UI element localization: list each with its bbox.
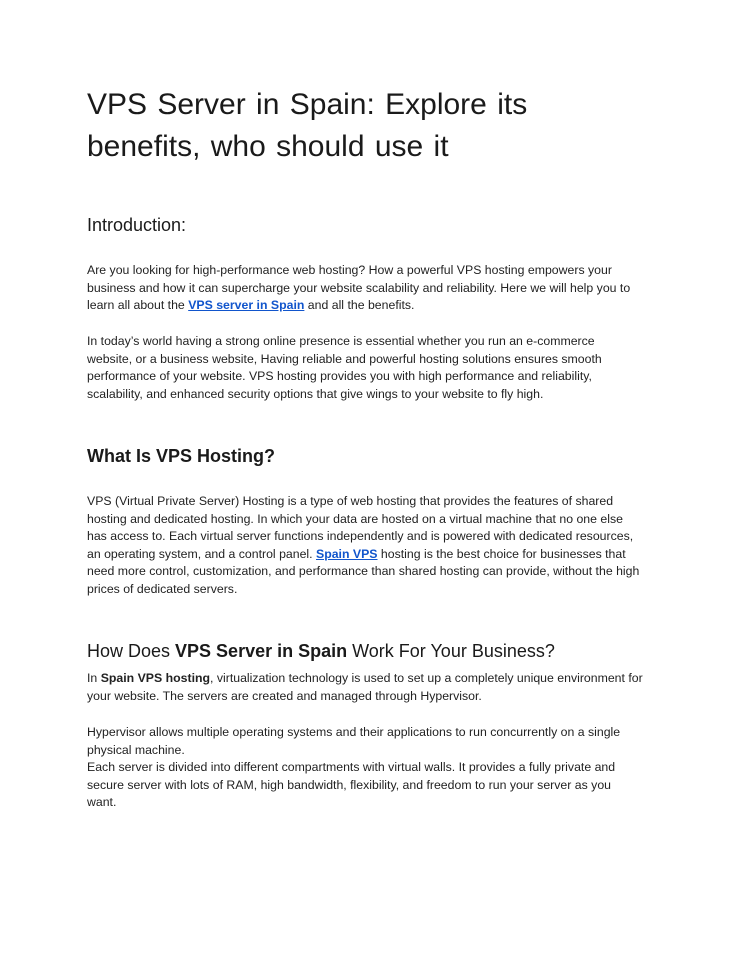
page-title: VPS Server in Spain: Explore its benefits, who should use it [87, 88, 528, 163]
how-does-heading-post: Work For Your Business? [347, 641, 555, 661]
intro-p1-text-before: Are you looking for high-performance web hosting? How a powerful VPS hosting empowers your business and how it can supercharge your website scalability and reliability. Here we will help you to learn all about the [87, 263, 631, 313]
spain-vps-link[interactable]: Spain VPS [316, 546, 378, 561]
how-p1-post: , virtualization technology is used to set up a completely unique environment for your website. The servers are created and managed through Hypervisor. [87, 671, 643, 703]
what-is-text-before: VPS (Virtual Private Server) Hosting is a type of web hosting that provides the features of shared hosting and dedicated hosting. In which your data are hosted on a virtual machine that no one else has access to. Each virtual server functions independently and is powered with dedicated resources, an operating system, and a control panel. [87, 494, 634, 561]
how-does-heading-bold: VPS Server in Spain [175, 641, 348, 661]
what-is-vps-heading: What Is VPS Hosting? [87, 446, 276, 466]
how-does-heading-pre: How Does [87, 641, 176, 661]
how-p1-bold: Spain VPS hosting [100, 671, 211, 685]
introduction-heading: Introduction: [87, 215, 187, 235]
what-is-text-after: hosting is the best choice for businesses that need more control, customization, and performance than shared hosting can provide, without the high prices of dedicated servers. [87, 546, 640, 596]
intro-paragraph-2: In today’s world having a strong online presence is essential whether you run an e-commerce website, or a business website, Having reliable and powerful hosting solutions ensures smooth performance of your website. VPS hosting provides you with high performance and reliability, scalability, and enhanced security options that give wings to your website to fly high. [87, 334, 602, 401]
how-p1-pre: In [87, 671, 101, 685]
intro-p1-text-after: and all the benefits. [304, 298, 415, 313]
how-does-paragraph-1 [87, 670, 643, 705]
how-does-vps-work-heading [87, 639, 555, 663]
vps-server-in-spain-link[interactable]: VPS server in Spain [188, 298, 305, 313]
what-is-vps-paragraph [87, 493, 643, 599]
how-does-paragraph-2: Hypervisor allows multiple operating systems and their applications to run concurrently on a single physical machine. [87, 725, 621, 757]
intro-paragraph-1 [87, 262, 643, 315]
how-does-paragraph-3: Each server is divided into different compartments with virtual walls. It provides a fully private and secure server with lots of RAM, high bandwidth, flexibility, and freedom to run your server as you want. [87, 760, 616, 810]
